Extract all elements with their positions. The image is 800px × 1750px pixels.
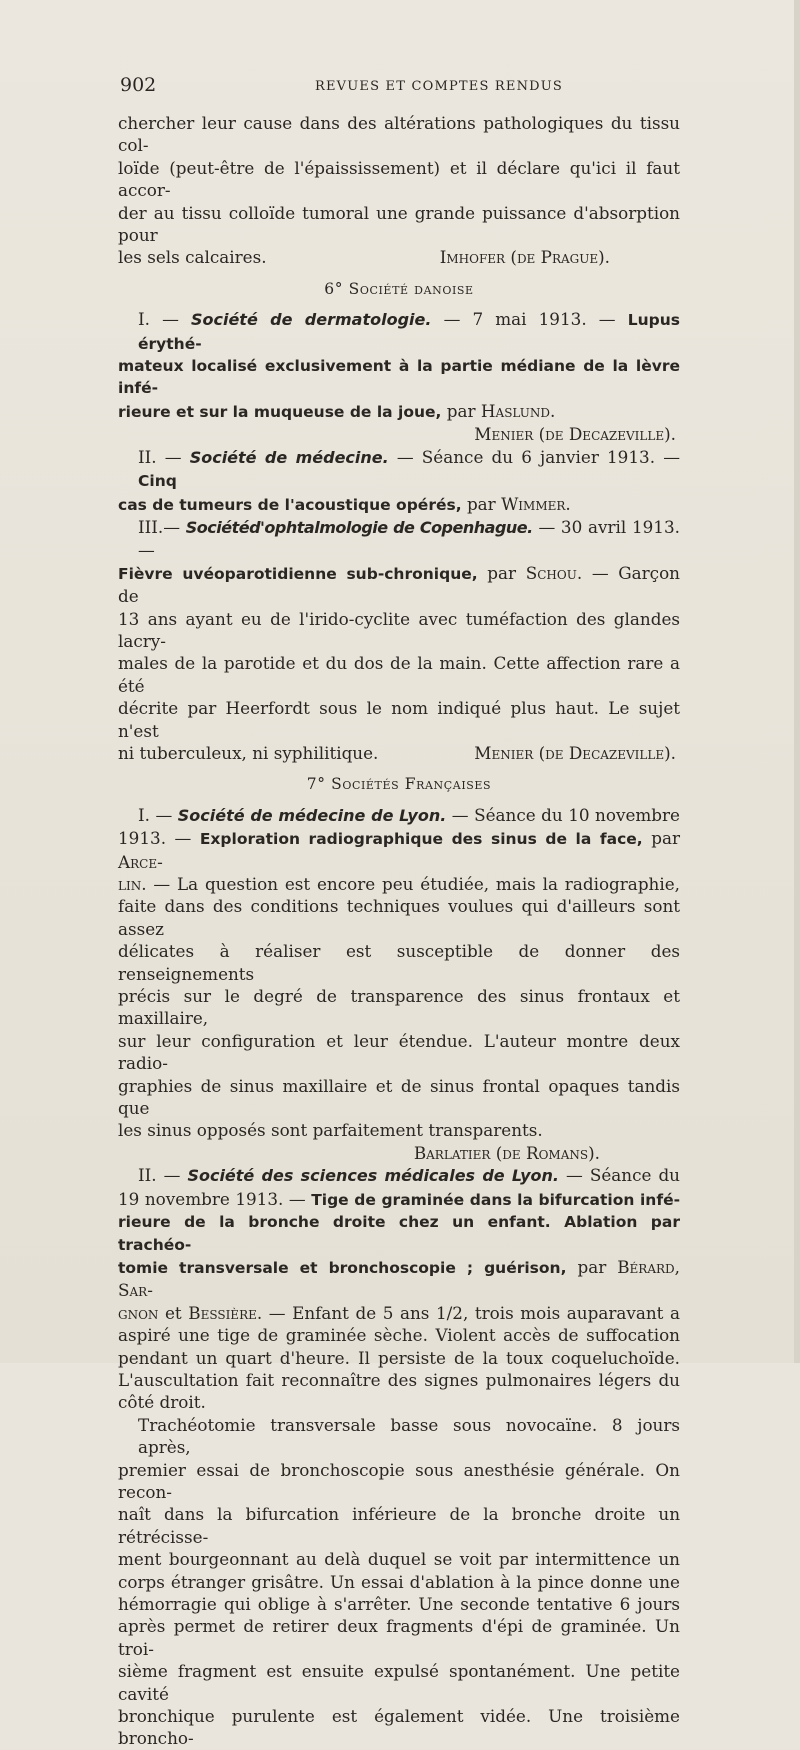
text-line: les sinus opposés sont parfaitement transparents.	[118, 1120, 543, 1141]
entry-number: II. —	[138, 446, 182, 467]
entry-line	[118, 400, 680, 423]
author: Wimmer.	[501, 493, 571, 514]
entry-date: — Séance du 10 novembre	[451, 804, 680, 825]
entry-line	[118, 1302, 680, 1324]
by-word: par	[577, 1256, 607, 1277]
text-line: côté droit.	[118, 1392, 206, 1413]
entry-title-line: mateux localisé exclusivement à la partie médiane de la lèvre infé-	[118, 357, 680, 398]
society-name: Société de médecine.	[189, 447, 389, 467]
society-name: Société des sciences médicales de Lyon.	[187, 1166, 560, 1186]
society-name: Sociétéd'ophtalmologie de Copenhague.	[185, 517, 533, 537]
text-fragment: 1913. —	[118, 828, 192, 849]
signature: Menier (de Decazeville).	[474, 424, 676, 445]
text-line: der au tissu colloïde tumoral une grande puissance d'absorption pour	[118, 202, 680, 246]
entry-date: — 30 avril 1913. —	[138, 516, 680, 561]
entry-number: I. —	[138, 309, 179, 330]
text-line: sième fragment est ensuite expulsé spontanément. Une petite cavité	[118, 1661, 680, 1704]
text-line: chercher leur cause dans des altérations pathologiques du tissu col-	[118, 113, 680, 156]
text-line: loïde (peut-être de l'épaississement) et il déclare qu'ici il faut accor-	[118, 157, 680, 201]
entry-line	[118, 516, 680, 562]
page-edge	[794, 0, 800, 1363]
text-line: délicates à réaliser est susceptible de donner des renseignements	[118, 941, 680, 984]
entry-title: Fièvre uvéoparotidienne sub-chronique,	[118, 564, 478, 583]
text-fragment: les sels calcaires.	[118, 247, 267, 268]
entry-title: Exploration radiographique des sinus de la face,	[199, 830, 643, 849]
entry-title: tomie transversale et bronchoscopie ; guérison,	[118, 1258, 567, 1277]
by-word: par	[487, 562, 517, 583]
text-line	[118, 246, 680, 268]
signature: Menier (de Decazeville).	[474, 742, 676, 763]
signature: Imhofer (de Prague).	[439, 247, 610, 268]
signature: Barlatier (de Romans).	[413, 1142, 600, 1163]
entry-title: rieure et sur la muqueuse de la joue,	[118, 402, 442, 421]
text-line: Trachéotomie transversale basse sous novocaïne. 8 jours après,	[138, 1414, 680, 1458]
text-line: males de la parotide et du dos de la main. Cette affection rare a été	[118, 653, 680, 696]
author: Haslund.	[480, 400, 556, 421]
text-line: aspiré une tige de graminée sèche. Violent accès de suffocation	[118, 1325, 680, 1346]
by-word: par	[466, 493, 496, 514]
society-name: Société de dermatologie.	[190, 310, 432, 330]
entry-line	[118, 1164, 680, 1187]
page-header	[120, 74, 680, 100]
running-head: REVUES ET COMPTES RENDUS	[315, 79, 564, 94]
page-number: 902	[120, 74, 157, 96]
text-line: pendant un quart d'heure. Il persiste de la toux coqueluchoïde.	[118, 1347, 680, 1368]
author: gnon	[118, 1302, 159, 1323]
entry-line	[118, 827, 680, 873]
author: lin.	[118, 874, 147, 894]
text-line: L'auscultation fait reconnaître des signes pulmonaires légers du	[118, 1369, 680, 1390]
entry-date: — Séance du	[566, 1165, 680, 1186]
text-line: naît dans la bifurcation inférieure de la bronche droite un rétrécisse-	[118, 1504, 680, 1547]
text-line: décrite par Heerfordt sous le nom indiqué plus haut. Le sujet n'est	[118, 698, 680, 741]
by-word: et	[165, 1302, 182, 1323]
text-line: ment bourgeonnant au delà duquel se voit par intermittence un	[118, 1549, 680, 1570]
text-fragment: 19 novembre 1913. —	[118, 1188, 306, 1209]
text-line: sur leur configuration et leur étendue. L'auteur montre deux radio-	[118, 1030, 680, 1074]
entry-number: I. —	[138, 804, 173, 825]
text-line: bronchique purulente est également vidée. Une troisième broncho-	[118, 1706, 680, 1749]
author: Bérard, Sar-	[118, 1256, 680, 1301]
entry-title: cas de tumeurs de l'acoustique opérés,	[118, 495, 462, 514]
entry-line	[118, 1256, 680, 1302]
entry-title: Tige de graminée dans la bifurcation infé-	[311, 1190, 681, 1209]
society-name: Société de médecine de Lyon.	[177, 805, 447, 825]
body-text	[118, 112, 680, 1750]
section-heading: 6° Société danoise	[324, 279, 474, 298]
entry-title-line: rieure de la bronche droite chez un enfant. Ablation par trachéo-	[118, 1213, 680, 1254]
text-fragment: — Enfant de 5 ans 1/2, trois mois auparavant a	[268, 1302, 680, 1323]
text-fragment: ni tuberculeux, ni syphilitique.	[118, 742, 379, 763]
author: Schou.	[525, 562, 583, 583]
by-word: par	[651, 828, 680, 849]
entry-line	[118, 308, 680, 355]
entry-number: III.—	[138, 516, 181, 537]
entry-line	[118, 1188, 680, 1211]
text-line	[118, 742, 680, 764]
text-line: corps étranger grisâtre. Un essai d'ablation à la pince donne une	[118, 1571, 680, 1592]
entry-line	[118, 493, 680, 516]
entry-title: Lupus érythé-	[138, 311, 680, 353]
text-line: après permet de retirer deux fragments d'épi de graminée. Un troi-	[118, 1616, 680, 1659]
text-line: précis sur le degré de transparence des sinus frontaux et maxillaire,	[118, 986, 680, 1029]
text-line: faite dans des conditions techniques voulues qui d'ailleurs sont assez	[118, 896, 680, 939]
author: Arce-	[118, 851, 163, 872]
entry-line	[118, 873, 680, 895]
entry-line	[118, 446, 680, 493]
entry-line	[118, 804, 680, 827]
entry-title: Cinq	[138, 472, 177, 491]
text-fragment: — Garçon de	[118, 562, 680, 607]
by-word: par	[446, 400, 476, 421]
text-fragment: — La question est encore peu étudiée, mais la radiographie,	[153, 874, 680, 894]
text-line: hémorragie qui oblige à s'arrêter. Une seconde tentative 6 jours	[118, 1594, 680, 1614]
entry-number: II. —	[138, 1165, 181, 1186]
author: Bessière.	[188, 1302, 263, 1323]
section-heading: 7° Sociétés Françaises	[306, 775, 492, 794]
entry-date: — Séance du 6 janvier 1913. —	[396, 446, 680, 467]
text-line: graphies de sinus maxillaire et de sinus frontal opaques tandis que	[118, 1075, 680, 1119]
text-line: 13 ans ayant eu de l'irido-cyclite avec tuméfaction des glandes lacry-	[118, 608, 680, 651]
entry-line	[118, 562, 680, 608]
text-line: premier essai de bronchoscopie sous anesthésie générale. On recon-	[118, 1459, 680, 1502]
entry-date: — 7 mai 1913. —	[443, 309, 616, 330]
